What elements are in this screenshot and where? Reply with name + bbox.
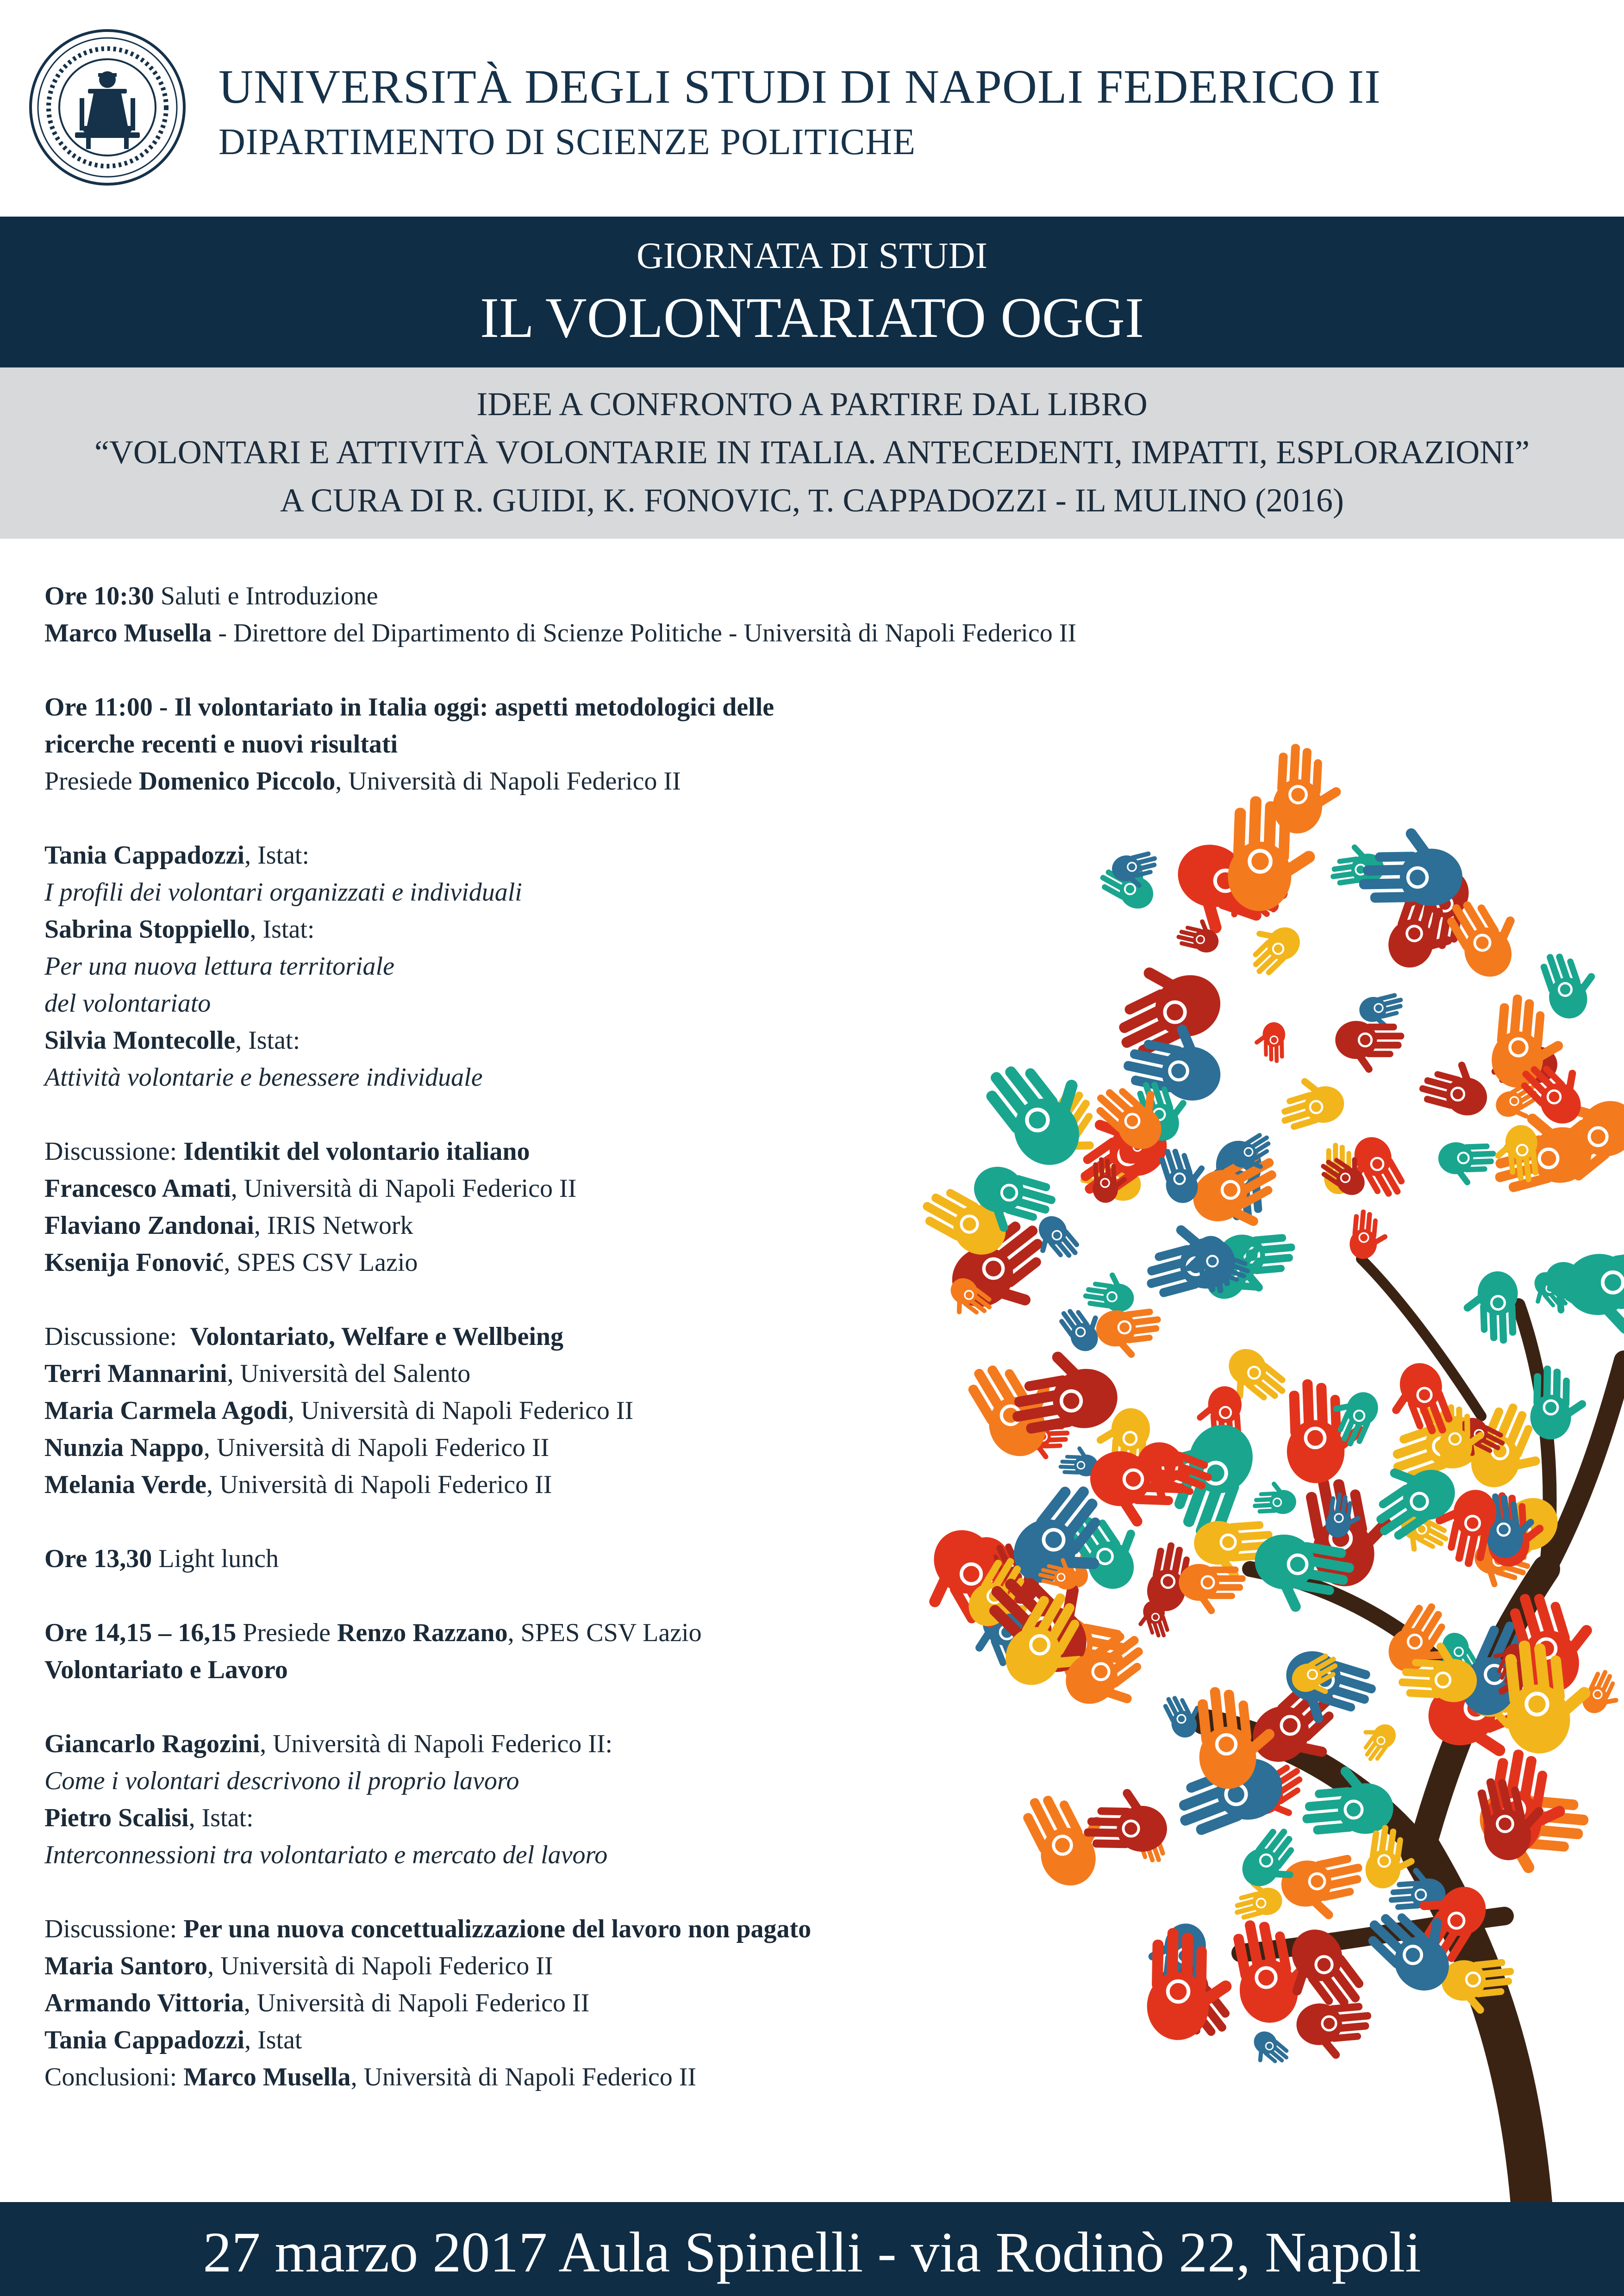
panelist: Ksenija Fonović, SPES CSV Lazio [44, 1248, 418, 1277]
session-title: Volontariato e Lavoro [44, 1655, 288, 1684]
discussion-title: Discussione: Volontariato, Welfare e Wellbeing [44, 1322, 564, 1351]
session-chair: Ore 14,15 – 16,15 Presiede Renzo Razzano, SPES CSV Lazio [44, 1618, 702, 1647]
book-editors: A CURA DI R. GUIDI, K. FONOVIC, T. CAPPADOZZI - IL MULINO (2016) [280, 482, 1344, 519]
talk-title: Per una nuova lettura territoriale [44, 952, 394, 981]
talk-title: Come i volontari descrivono il proprio lavoro [44, 1767, 519, 1795]
discussion-title: Discussione: Identikit del volontario italiano [44, 1137, 530, 1166]
panelist: Tania Cappadozzi, Istat [44, 2026, 302, 2054]
panelist: Maria Santoro, Università di Napoli Federico II [44, 1952, 553, 1980]
hands-tree-icon [759, 666, 1624, 2203]
talk-speaker: Tania Cappadozzi, Istat: [44, 841, 310, 870]
page-header [0, 0, 1624, 217]
talk-title: Attività volontarie e benessere individuale [44, 1063, 483, 1092]
program: Ore 10:30 Saluti e Introduzione Marco Musella - Direttore del Dipartimento di Scienze Politiche - Università di Napoli Federico II Ore 11:00 - Il volontariato in Italia oggi: aspetti metodologici delle ricerche recenti e nuovi risultati Presiede Domenico Piccolo, Università di Napoli Federico II Tania Cappadozzi, Istat: I profili dei volontari organizzati e individuali Sabrina Stoppiello, Istat: Per una nuova lettura territoriale del volontariato Silvia Montecolle, Istat: Attività volontarie e benessere individuale Discussione: Identikit del volontario italiano Francesco Amati, Università di Napoli Federico II Flaviano Zandonai, IRIS Network Ksenija Fonović, SPES CSV Lazio Discussione: Volontariato, Welfare e Wellbeing Terri Mannarini, Università del Salento Maria Carmela Agodi, Università di Napoli Federico II Nunzia Nappo, Università di Napoli Federico II Melania Verde, Università di Napoli Federico II Ore 13,30 Light lunch Ore 14,15 – 16,15 Presiede Renzo Razzano, SPES CSV Lazio Volontariato e Lavoro Giancarlo Ragozini, Università di Napoli Federico II: Come i volontari descrivono il proprio lavoro Pietro Scalisi, Istat: Interconnessioni tra volontariato e mercato del lavoro Discussione: Per una nuova concettualizzazione del lavoro non pagato Maria Santoro, Università di Napoli Federico II Armando Vittoria, Università di Napoli Federico II Tania Cappadozzi, Istat Conclusioni: Marco Musella, Università di Napoli Federico II [44, 578, 924, 2096]
talk-speaker: Sabrina Stoppiello, Istat: [44, 915, 315, 944]
university-seal-icon [29, 29, 186, 186]
session-title: Ore 11:00 - Il volontariato in Italia oggi: aspetti metodologici delle [44, 693, 775, 722]
panelist: Armando Vittoria, Università di Napoli Federico II [44, 1989, 590, 2017]
event-footer [0, 2202, 1624, 2296]
speaker-name: Marco Musella [44, 619, 212, 647]
session-chair: Presiede Domenico Piccolo, Università di Napoli Federico II [44, 767, 681, 796]
lunch-break: Ore 13,30 Light lunch [44, 1544, 279, 1573]
panelist: Maria Carmela Agodi, Università di Napoli Federico II [44, 1396, 634, 1425]
university-name: UNIVERSITÀ DEGLI STUDI DI NAPOLI FEDERICO II [219, 60, 1381, 113]
panelist: Francesco Amati, Università di Napoli Federico II [44, 1174, 577, 1203]
talk-title: I profili dei volontari organizzati e individuali [44, 878, 522, 907]
panelist: Terri Mannarini, Università del Salento [44, 1359, 471, 1388]
panelist: Flaviano Zandonai, IRIS Network [44, 1211, 413, 1240]
event-banner [0, 217, 1624, 367]
event-date-venue: 27 marzo 2017 Aula Spinelli - via Rodinò 22, Napoli [203, 2221, 1421, 2284]
talk-title: Interconnessioni tra volontariato e mercato del lavoro [44, 1841, 608, 1869]
session-opening: Ore 10:30 Saluti e Introduzione [44, 582, 378, 610]
talk-speaker: Silvia Montecolle, Istat: [44, 1026, 300, 1055]
event-subtitle: GIORNATA DI STUDI [636, 236, 987, 276]
talk-speaker: Giancarlo Ragozini, Università di Napoli Federico II: [44, 1730, 613, 1758]
discussion-title: Discussione: Per una nuova concettualizzazione del lavoro non pagato [44, 1915, 812, 1943]
panelist: Melania Verde, Università di Napoli Federico II [44, 1470, 552, 1499]
talk-speaker: Pietro Scalisi, Istat: [44, 1804, 254, 1832]
department-name: DIPARTIMENTO DI SCIENZE POLITICHE [219, 122, 916, 162]
book-title: “VOLONTARI E ATTIVITÀ VOLONTARIE IN ITALIA. ANTECEDENTI, IMPATTI, ESPLORAZIONI” [94, 434, 1530, 471]
book-intro: IDEE A CONFRONTO A PARTIRE DAL LIBRO [476, 386, 1148, 423]
event-title: IL VOLONTARIATO OGGI [480, 286, 1144, 349]
panelist: Nunzia Nappo, Università di Napoli Federico II [44, 1433, 550, 1462]
book-banner [0, 367, 1624, 539]
conclusions: Conclusioni: Marco Musella, Università di Napoli Federico II [44, 2063, 697, 2091]
